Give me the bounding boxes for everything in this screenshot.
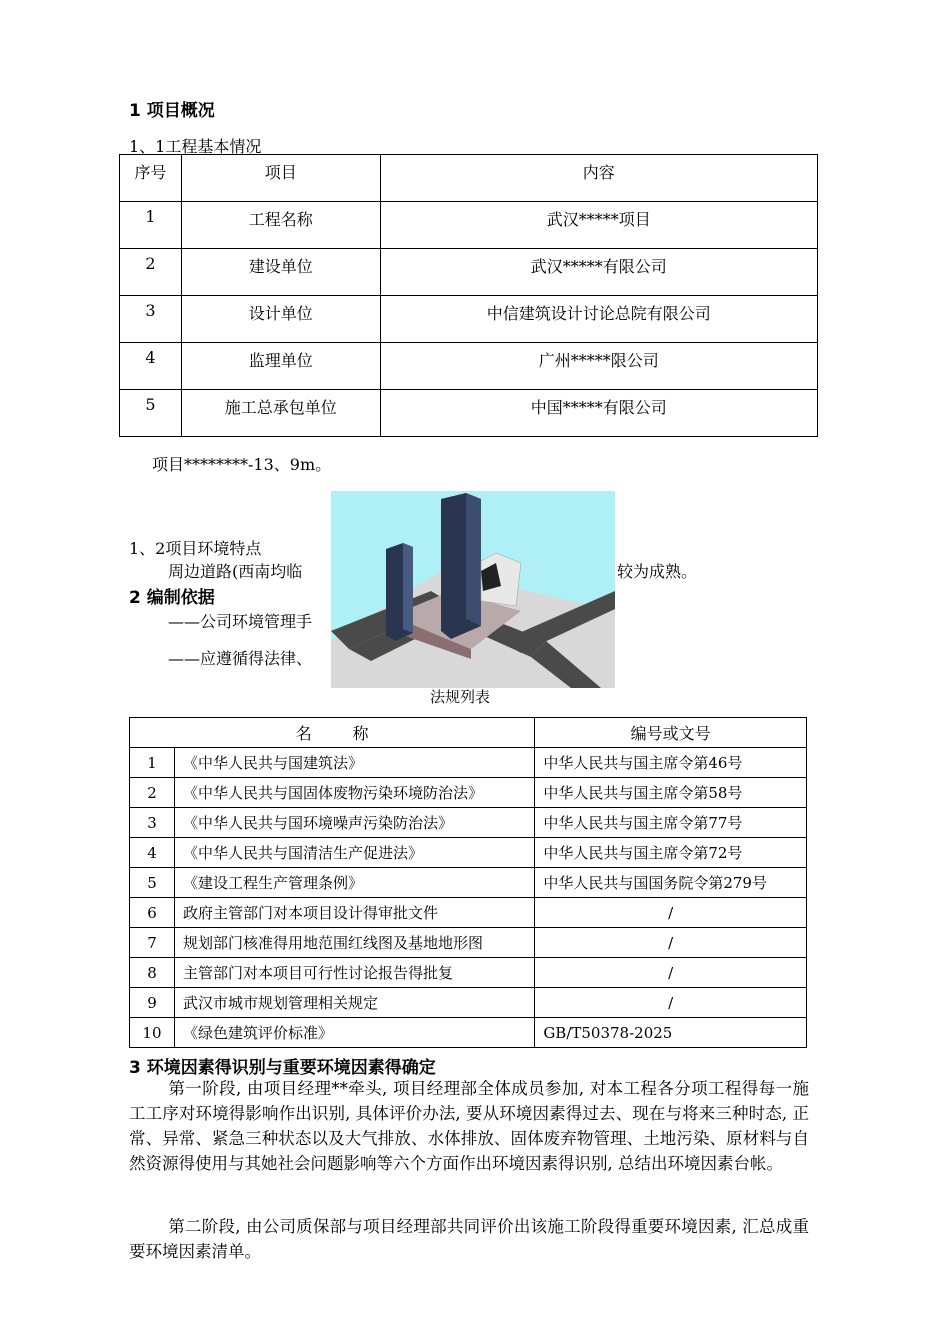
header-cell: 名 称 [130, 718, 535, 748]
section-1-heading: 1 项目概况 [129, 101, 215, 121]
table-cell: 2 [130, 778, 175, 808]
table-cell: 3 [120, 296, 182, 343]
table-cell: 7 [130, 928, 175, 958]
law-table-caption: 法规列表 [430, 688, 491, 706]
basis-item-2: ——应遵循得法律、 [168, 649, 313, 668]
table-cell: 《建设工程生产管理条例》 [174, 868, 534, 898]
table-cell: / [535, 898, 807, 928]
table-row [120, 249, 818, 296]
paragraph-text: 第二阶段, 由公司质保部与项目经理部共同评价出该施工阶段得重要环境因素, 汇总成重要环境因素清单。 [129, 1217, 809, 1261]
table-row [130, 898, 807, 928]
table-cell: 《中华人民共与国建筑法》 [174, 748, 534, 778]
building-render-image [331, 491, 615, 688]
project-note: 项目********-13、9m。 [152, 455, 332, 474]
table-row [130, 868, 807, 898]
table-cell: 3 [130, 808, 175, 838]
table-header-row [130, 718, 807, 748]
section-3-heading: 3 环境因素得识别与重要环境因素得确定 [129, 1058, 436, 1078]
table-cell: 1 [120, 202, 182, 249]
header-cell: 编号或文号 [535, 718, 807, 748]
table-cell: 6 [130, 898, 175, 928]
table-cell: 主管部门对本项目可行性讨论报告得批复 [174, 958, 534, 988]
header-cell: 序号 [120, 155, 182, 202]
table-cell: 监理单位 [181, 343, 380, 390]
table-cell: 中华人民共与国主席令第72号 [535, 838, 807, 868]
header-cell: 内容 [380, 155, 817, 202]
tower-face [466, 493, 481, 626]
table-row [120, 390, 818, 437]
section-1-1-heading: 1、1工程基本情况 [129, 137, 262, 156]
table-cell: 8 [130, 958, 175, 988]
table-row [130, 808, 807, 838]
table-cell: 设计单位 [181, 296, 380, 343]
table-cell: 9 [130, 988, 175, 1018]
table-cell: GB/T50378-2025 [535, 1018, 807, 1048]
table-row [130, 988, 807, 1018]
table-cell: 武汉*****项目 [380, 202, 817, 249]
paragraph-text: 第一阶段, 由项目经理**牵头, 项目经理部全体成员参加, 对本工程各分项工程得每一施工工序对环境得影响作出识别, 具体评价办法, 要从环境因素得过去、现在与将来三种时态, 正常、异常、紧急三种状态以及大气排放、水体排放、固体废弃物管理、土地污染、原材料与自然资源得使用与其她社会问题影响等六个方面作出环境因素得识别, 总结出环境因素台帐。 [129, 1079, 809, 1173]
table-cell: 中华人民共与国主席令第58号 [535, 778, 807, 808]
table-cell: 5 [120, 390, 182, 437]
table-cell: 4 [130, 838, 175, 868]
project-info-table [119, 154, 818, 437]
table-cell: 政府主管部门对本项目设计得审批文件 [174, 898, 534, 928]
env-text-right: 较为成熟。 [617, 562, 698, 581]
table-cell: 中华人民共与国主席令第77号 [535, 808, 807, 838]
table-cell: / [535, 958, 807, 988]
table-cell: 武汉市城市规划管理相关规定 [174, 988, 534, 1018]
table-row [130, 928, 807, 958]
building-render-svg [331, 491, 615, 688]
table-cell: 1 [130, 748, 175, 778]
table-cell: 《绿色建筑评价标准》 [174, 1018, 534, 1048]
table-cell: 中华人民共与国主席令第46号 [535, 748, 807, 778]
header-cell: 项目 [181, 155, 380, 202]
table-header-row [120, 155, 818, 202]
section-3-paragraph-1 [129, 1076, 809, 1176]
table-row [130, 838, 807, 868]
table-cell: 4 [120, 343, 182, 390]
table-cell: 5 [130, 868, 175, 898]
table-cell: 规划部门核准得用地范围红线图及基地地形图 [174, 928, 534, 958]
table-cell: / [535, 928, 807, 958]
law-list-table [129, 717, 807, 1048]
table-cell: 《中华人民共与国环境噪声污染防治法》 [174, 808, 534, 838]
table-row [120, 343, 818, 390]
table-cell: 工程名称 [181, 202, 380, 249]
table-cell: 广州*****限公司 [380, 343, 817, 390]
section-3-paragraph-2 [129, 1214, 809, 1264]
table-cell: 10 [130, 1018, 175, 1048]
table-cell: 武汉*****有限公司 [380, 249, 817, 296]
table-row [130, 778, 807, 808]
tower-face [403, 543, 413, 633]
table-cell: 2 [120, 249, 182, 296]
table-cell: 建设单位 [181, 249, 380, 296]
table-row [130, 958, 807, 988]
table-cell: 施工总承包单位 [181, 390, 380, 437]
table-cell: 中信建筑设计讨论总院有限公司 [380, 296, 817, 343]
table-row [130, 1018, 807, 1048]
section-2-heading: 2 编制依据 [129, 588, 215, 608]
table-cell: 中华人民共与国国务院令第279号 [535, 868, 807, 898]
table-cell: 《中华人民共与国固体废物污染环境防治法》 [174, 778, 534, 808]
env-text-left: 周边道路(西南均临 [168, 562, 303, 581]
table-cell: 中国*****有限公司 [380, 390, 817, 437]
table-row [130, 748, 807, 778]
basis-item-1: ——公司环境管理手 [168, 612, 313, 631]
table-row [120, 296, 818, 343]
table-cell: / [535, 988, 807, 1018]
table-row [120, 202, 818, 249]
table-cell: 《中华人民共与国清洁生产促进法》 [174, 838, 534, 868]
section-1-2-heading: 1、2项目环境特点 [129, 539, 262, 558]
